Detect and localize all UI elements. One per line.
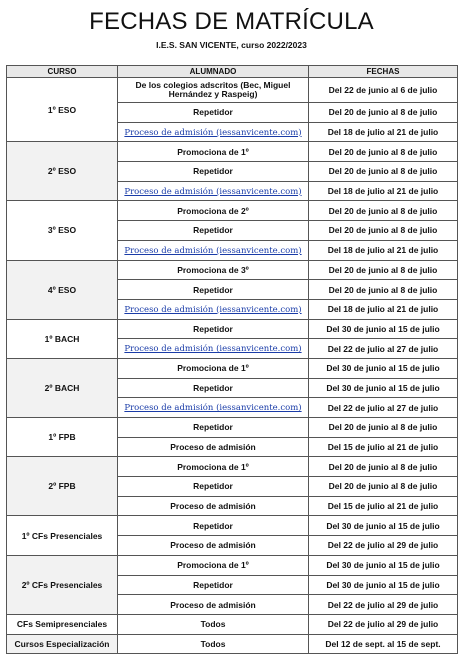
fechas-cell: Del 30 de junio al 15 de julio — [309, 358, 458, 378]
alumnado-cell — [118, 122, 309, 142]
curso-cell: 1º CFs Presenciales — [7, 516, 118, 555]
curso-cell: 2º CFs Presenciales — [7, 555, 118, 614]
fechas-cell: Del 20 de junio al 8 de julio — [309, 477, 458, 497]
fechas-cell: Del 20 de junio al 8 de julio — [309, 142, 458, 162]
alumnado-cell: Repetidor — [118, 418, 309, 438]
fechas-cell: Del 20 de junio al 8 de julio — [309, 260, 458, 280]
page-title: FECHAS DE MATRÍCULA — [89, 8, 374, 35]
curso-cell: CFs Semipresenciales — [7, 614, 118, 634]
curso-cell: Cursos Especialización — [7, 634, 118, 654]
table-body — [7, 78, 458, 654]
header-curso: CURSO — [7, 66, 118, 78]
fechas-cell: Del 30 de junio al 15 de julio — [309, 575, 458, 595]
curso-cell: 2º ESO — [7, 142, 118, 201]
fechas-cell: Del 18 de julio al 21 de julio — [309, 122, 458, 142]
admission-link[interactable]: Proceso de admisión (iessanvicente.com) — [124, 403, 302, 414]
fechas-cell: Del 15 de julio al 21 de julio — [309, 496, 458, 516]
fechas-cell: Del 22 de julio al 29 de julio — [309, 614, 458, 634]
table-row — [7, 634, 458, 654]
fechas-cell: Del 20 de junio al 8 de julio — [309, 457, 458, 477]
alumnado-cell — [118, 299, 309, 319]
fechas-cell: Del 30 de junio al 15 de julio — [309, 319, 458, 339]
table-row — [7, 555, 458, 575]
alumnado-cell — [118, 181, 309, 201]
admission-link[interactable]: Proceso de admisión (iessanvicente.com) — [124, 344, 302, 355]
fechas-cell: Del 18 de julio al 21 de julio — [309, 181, 458, 201]
fechas-cell: Del 30 de junio al 15 de julio — [309, 555, 458, 575]
alumnado-cell: Repetidor — [118, 280, 309, 300]
table-row — [7, 142, 458, 162]
fechas-cell: Del 22 de julio al 29 de julio — [309, 536, 458, 556]
fechas-cell: Del 20 de junio al 8 de julio — [309, 162, 458, 182]
curso-cell: 2º FPB — [7, 457, 118, 516]
alumnado-cell: Promociona de 1º — [118, 142, 309, 162]
table-row — [7, 614, 458, 634]
fechas-cell: Del 20 de junio al 8 de julio — [309, 280, 458, 300]
alumnado-cell: Repetidor — [118, 319, 309, 339]
table-row — [7, 457, 458, 477]
alumnado-cell: Repetidor — [118, 575, 309, 595]
table-row — [7, 358, 458, 378]
alumnado-cell: Repetidor — [118, 103, 309, 123]
fechas-cell: Del 30 de junio al 15 de julio — [309, 516, 458, 536]
alumnado-cell: Promociona de 1º — [118, 358, 309, 378]
header-alumnado: ALUMNADO — [118, 66, 309, 78]
alumnado-cell: Proceso de admisión — [118, 536, 309, 556]
alumnado-cell: Promociona de 2º — [118, 201, 309, 221]
table-row — [7, 260, 458, 280]
fechas-cell: Del 20 de junio al 8 de julio — [309, 201, 458, 221]
alumnado-cell: Repetidor — [118, 221, 309, 241]
admission-link[interactable]: Proceso de admisión (iessanvicente.com) — [124, 127, 302, 138]
page-subtitle: I.E.S. SAN VICENTE, curso 2022/2023 — [156, 40, 307, 50]
fechas-cell: Del 12 de sept. al 15 de sept. — [309, 634, 458, 654]
table-row — [7, 418, 458, 438]
alumnado-cell: Proceso de admisión — [118, 496, 309, 516]
curso-cell: 1º BACH — [7, 319, 118, 358]
curso-cell: 1º ESO — [7, 78, 118, 142]
curso-cell: 3º ESO — [7, 201, 118, 260]
admission-link[interactable]: Proceso de admisión (iessanvicente.com) — [124, 304, 302, 315]
table-row — [7, 319, 458, 339]
fechas-cell: Del 22 de julio al 27 de julio — [309, 398, 458, 418]
fechas-cell: Del 20 de junio al 8 de julio — [309, 221, 458, 241]
alumnado-cell: Promociona de 1º — [118, 555, 309, 575]
fechas-cell: Del 22 de junio al 6 de julio — [309, 78, 458, 103]
enrollment-dates-table — [6, 65, 458, 654]
alumnado-cell: Repetidor — [118, 378, 309, 398]
fechas-cell: Del 30 de junio al 15 de julio — [309, 378, 458, 398]
fechas-cell: Del 20 de junio al 8 de julio — [309, 103, 458, 123]
alumnado-cell: Promociona de 1º — [118, 457, 309, 477]
alumnado-cell: Repetidor — [118, 477, 309, 497]
fechas-cell: Del 18 de julio al 21 de julio — [309, 240, 458, 260]
table-header-row — [7, 66, 458, 78]
alumnado-cell — [118, 398, 309, 418]
header-fechas: FECHAS — [309, 66, 458, 78]
alumnado-cell: Proceso de admisión — [118, 595, 309, 615]
alumnado-cell: Todos — [118, 614, 309, 634]
alumnado-cell: De los colegios adscritos (Bec, Miguel Hernández y Raspeig) — [118, 78, 309, 103]
table-row — [7, 201, 458, 221]
fechas-cell: Del 15 de julio al 21 de julio — [309, 437, 458, 457]
curso-cell: 2º BACH — [7, 358, 118, 417]
fechas-cell: Del 18 de julio al 21 de julio — [309, 299, 458, 319]
curso-cell: 4º ESO — [7, 260, 118, 319]
alumnado-cell — [118, 240, 309, 260]
fechas-cell: Del 20 de junio al 8 de julio — [309, 418, 458, 438]
alumnado-cell: Proceso de admisión — [118, 437, 309, 457]
admission-link[interactable]: Proceso de admisión (iessanvicente.com) — [124, 245, 302, 256]
fechas-cell: Del 22 de julio al 29 de julio — [309, 595, 458, 615]
curso-cell: 1º FPB — [7, 418, 118, 457]
table-row — [7, 516, 458, 536]
table-row — [7, 78, 458, 103]
alumnado-cell: Repetidor — [118, 162, 309, 182]
alumnado-cell: Promociona de 3º — [118, 260, 309, 280]
alumnado-cell: Repetidor — [118, 516, 309, 536]
alumnado-cell — [118, 339, 309, 359]
fechas-cell: Del 22 de julio al 27 de julio — [309, 339, 458, 359]
alumnado-cell: Todos — [118, 634, 309, 654]
admission-link[interactable]: Proceso de admisión (iessanvicente.com) — [124, 186, 302, 197]
